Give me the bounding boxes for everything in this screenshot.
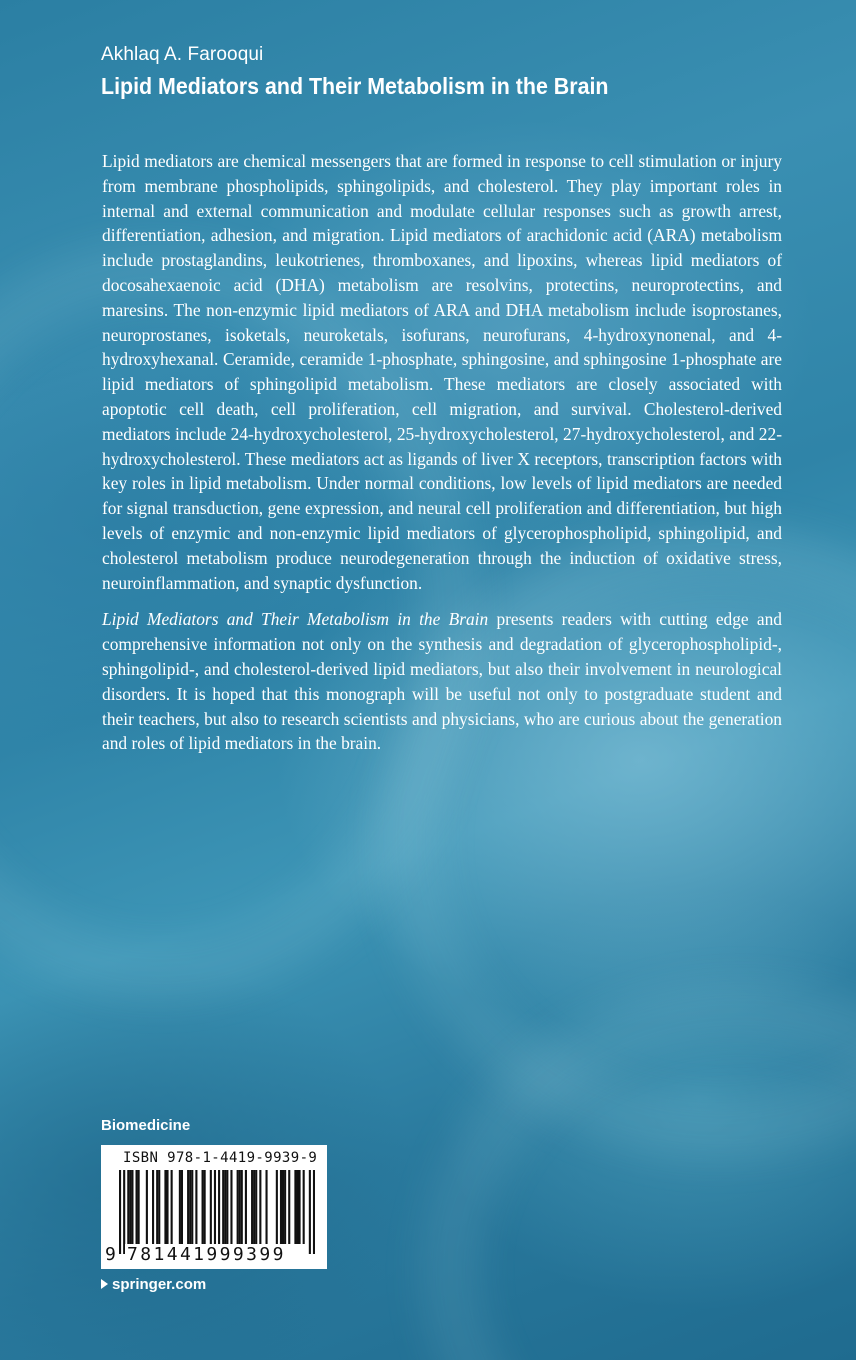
barcode-bar: [131, 1170, 133, 1244]
barcode-bar: [237, 1170, 239, 1244]
barcode-bar: [179, 1170, 181, 1244]
barcode-bar: [129, 1170, 131, 1244]
barcode-bar: [166, 1170, 168, 1244]
barcode-bar: [187, 1170, 189, 1244]
barcode-bar: [164, 1170, 166, 1244]
barcode-bar: [189, 1170, 191, 1244]
isbn-barcode: [101, 1145, 327, 1269]
barcode-bar: [119, 1170, 121, 1254]
barcode-bar: [255, 1170, 257, 1244]
barcode-bar: [210, 1170, 212, 1244]
barcode-bar: [276, 1170, 278, 1244]
barcode-bar: [226, 1170, 228, 1244]
author-name: Akhlaq A. Farooqui: [101, 44, 264, 65]
barcode-bar: [156, 1170, 158, 1244]
barcode-bar: [239, 1170, 241, 1244]
barcode-bar: [282, 1170, 284, 1244]
barcode-bar: [288, 1170, 290, 1244]
barcode-bar: [202, 1170, 204, 1244]
description-paragraph: [102, 607, 782, 756]
barcode-bar: [214, 1170, 216, 1254]
barcode-bar: [195, 1170, 197, 1244]
barcode-bar: [230, 1170, 232, 1244]
barcode-bar: [204, 1170, 206, 1244]
subject-category: Biomedicine: [101, 1117, 191, 1134]
isbn-label: ISBN 978-1-4419-9939-9: [123, 1150, 318, 1166]
website-label: springer.com: [112, 1276, 207, 1293]
book-title: Lipid Mediators and Their Metabolism in the Brain: [101, 73, 609, 99]
barcode-bar: [123, 1170, 125, 1254]
description-text: presents readers with cutting edge and comprehensive information not only on the synthesis and degradation of glycerophospholipid-, sphingolipid-, and cholesterol-derived lipid mediators, but also their involvement in neurological disorders. It is hoped that this monograph will be useful not only to postgraduate student and their teachers, but also to research scientists and physicians, who are curious about the generation and roles of lipid mediators in the brain.: [102, 609, 783, 754]
barcode-bar: [224, 1170, 226, 1244]
description-paragraph: Lipid mediators are chemical messengers that are formed in response to cell stimulation or injury from membrane phospholipids, sphingolipids, and cholesterol. They play important roles in internal and external communication and modulate cellular responses such as growth arrest, differentiation, adhesion, and migration. Lipid mediators of arachidonic acid (ARA) metabolism include prostaglandins, leukotrienes, thromboxanes, and lipoxins, whereas lipid mediators of docosahexaenoic acid (DHA) metabolism are resolvins, protectins, neuroprotectins, and maresins. The non-enzymic lipid mediators of ARA and DHA metabolism include isoprostanes, neuroprostanes, isoketals, neuroketals, isofurans, neurofurans, 4-hydroxynonenal, and 4-hydroxyhexanal. Ceramide, ceramide 1-phosphate, sphingosine, and sphingosine 1-phosphate are lipid mediators of sphingolipid metabolism. These mediators are closely associated with apoptotic cell death, cell proliferation, cell migration, and survival. Cholesterol-derived mediators include 24-hydroxycholesterol, 25-hydroxycholesterol, 27-hydroxycholesterol, and 22-hydroxycholesterol. These mediators act as ligands of liver X receptors, transcription factors with key roles in lipid metabolism. Under normal conditions, low levels of lipid mediators are needed for signal transduction, gene expression, and neural cell proliferation and differentiation, but high levels of enzymic and non-enzymic lipid mediators of glycerophospholipid, sphingolipid, and cholesterol metabolism produce neurodegeneration through the induction of oxidative stress, neuroinflammation, and synaptic dysfunction.: [102, 151, 782, 593]
barcode-bar: [309, 1170, 311, 1254]
barcode-bar: [241, 1170, 243, 1244]
barcode-bar: [259, 1170, 261, 1244]
barcode-bar: [294, 1170, 296, 1244]
barcode-bars: [119, 1170, 315, 1254]
ean-remaining-digits: 781441999399: [127, 1244, 286, 1265]
barcode-bar: [253, 1170, 255, 1244]
barcode-bar: [313, 1170, 315, 1254]
barcode-bar: [298, 1170, 300, 1244]
barcode-bar: [296, 1170, 298, 1244]
barcode-bar: [303, 1170, 305, 1244]
barcode-bar: [284, 1170, 286, 1244]
barcode-bar: [146, 1170, 148, 1244]
barcode-bar: [181, 1170, 183, 1244]
barcode-bar: [171, 1170, 173, 1244]
barcode-bar: [218, 1170, 220, 1254]
barcode-bar: [265, 1170, 267, 1244]
barcode-bar: [245, 1170, 247, 1244]
barcode-bar: [191, 1170, 193, 1244]
barcode-bar: [280, 1170, 282, 1244]
barcode-bar: [152, 1170, 154, 1244]
publisher-website[interactable]: [101, 1276, 206, 1293]
description-title-reference: Lipid Mediators and Their Metabolism in the Brain: [102, 609, 489, 630]
barcode-bar: [127, 1170, 129, 1244]
barcode-bar: [136, 1170, 138, 1244]
barcode-bar: [251, 1170, 253, 1244]
book-description: [102, 149, 782, 768]
arrow-right-icon: [101, 1279, 108, 1289]
barcode-bar: [138, 1170, 140, 1244]
barcode-bar: [222, 1170, 224, 1244]
barcode-bar: [158, 1170, 160, 1244]
ean-first-digit: 9: [105, 1244, 116, 1265]
